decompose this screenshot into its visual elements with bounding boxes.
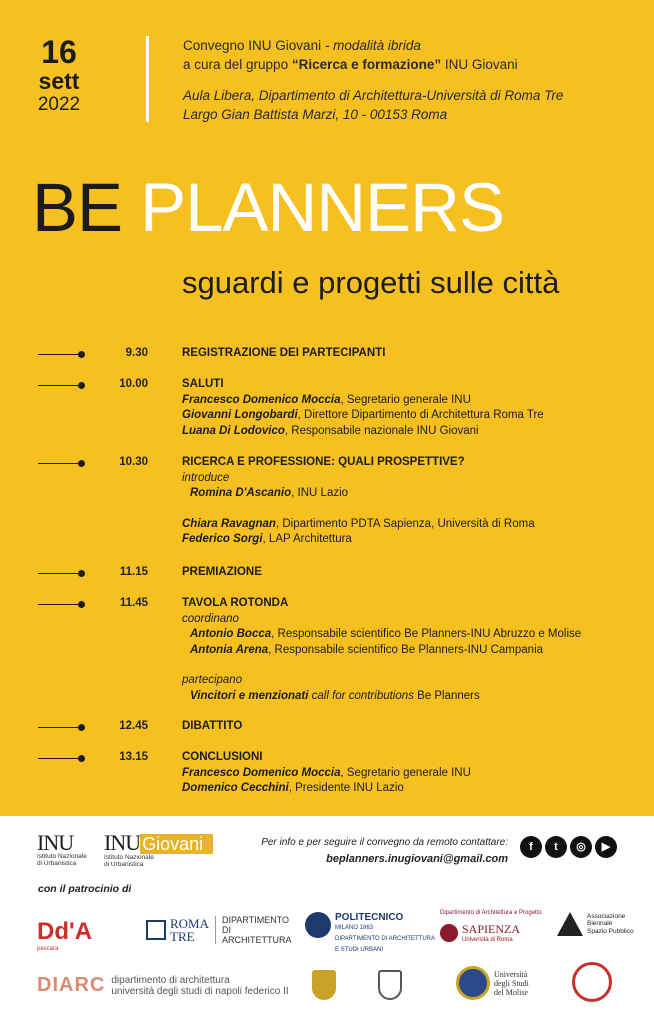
speaker: Federico Sorgi, LAP Architettura — [182, 533, 352, 545]
venue-line1: Aula Libera, Dipartimento di Architettura-Università di Roma Tre — [183, 88, 564, 103]
roma-tre-mark-icon — [146, 920, 166, 940]
program-time: 9.30 — [125, 347, 148, 359]
title-be: BE — [32, 169, 123, 246]
program-item — [0, 565, 654, 596]
program-item — [0, 455, 654, 565]
contact-text: Per info e per seguire il convegno da remoto contattare: — [261, 837, 508, 848]
header-line1: Convegno INU Giovani - modalità ibrida — [183, 38, 421, 53]
bullet-dot-icon — [78, 755, 85, 762]
bullet-dot-icon — [78, 460, 85, 467]
date-year: 2022 — [37, 94, 81, 115]
program-title: REGISTRAZIONE DEI PARTECIPANTI — [182, 347, 386, 359]
program-title: RICERCA E PROFESSIONE: QUALI PROSPETTIVE? — [182, 456, 465, 468]
sapienza-logo: Dipartimento di Architettura e Progetto SAPIENZA Università di Roma — [440, 910, 542, 943]
bullet-dot-icon — [78, 382, 85, 389]
bullet-dot-icon — [78, 570, 85, 577]
program-title: PREMIAZIONE — [182, 566, 262, 578]
contact-info — [261, 834, 508, 868]
contact-email[interactable]: beplanners.inugiovani@gmail.com — [326, 853, 508, 865]
speaker: Antonia Arena, Responsabile scientifico Be Planners-INU Campania — [190, 643, 544, 656]
program-item — [0, 719, 654, 750]
bullet-dot-icon — [78, 351, 85, 358]
inu-giovani-logo: INU Giovani Istituto Nazionale di Urbanistica — [104, 833, 213, 868]
sapienza-seal-icon — [440, 924, 458, 942]
politecnico-milano-logo: POLITECNICO MILANO 1863 DIPARTIMENTO DI ARCHITETTURA E STUDI URBANI — [305, 912, 435, 956]
program-role: introduce — [182, 471, 230, 484]
title-planners: PLANNERS — [140, 169, 504, 246]
date-month: sett — [38, 68, 80, 94]
subtitle: sguardi e progetti sulle città — [182, 265, 560, 300]
speaker: Francesco Domenico Moccia, Segretario generale INU — [182, 393, 471, 406]
venue-line2: Largo Gian Battista Marzi, 10 - 00153 Roma — [183, 107, 448, 122]
program-title: DIBATTITO — [182, 720, 243, 732]
program-time: 10.00 — [119, 378, 148, 390]
date-day: 16 — [41, 34, 77, 70]
program — [0, 346, 654, 800]
header-line2: a cura del gruppo “Ricerca e formazione” INU Giovani — [183, 57, 518, 72]
header-info — [183, 36, 563, 124]
twitter-icon[interactable]: t — [545, 836, 567, 858]
politecnico-seal-icon — [305, 912, 331, 938]
bullet-dot-icon — [78, 724, 85, 731]
program-item — [0, 377, 654, 455]
program-time: 12.45 — [119, 720, 148, 732]
speaker: Vincitori e menzionati call for contributions Be Planners — [190, 689, 480, 702]
dda-pescara-logo: Dd'A pescara — [37, 918, 93, 952]
program-time: 13.15 — [119, 751, 148, 763]
archeoclub-seal-icon — [572, 962, 612, 1002]
program-title: SALUTI — [182, 378, 224, 390]
program-role: coordinano — [182, 612, 239, 625]
youtube-icon[interactable]: ▶ — [595, 836, 617, 858]
program-title: TAVOLA ROTONDA — [182, 597, 289, 609]
molise-logo: Università degli Studi del Molise — [494, 970, 529, 997]
program-item — [0, 596, 654, 719]
speaker: Chiara Ravagnan, Dipartimento PDTA Sapienza, Università di Roma — [182, 517, 535, 530]
program-title: CONCLUSIONI — [182, 751, 263, 763]
speaker: Romina D'Ascanio, INU Lazio — [190, 487, 349, 499]
inu-logo: INU Istituto Nazionale di Urbanistica — [37, 830, 87, 867]
patrocinio-label: con il patrocinio di — [38, 883, 132, 895]
event-date — [30, 36, 88, 116]
social-links — [520, 836, 617, 858]
biennale-spazio-pubblico-logo: Associazione Biennale Spazio Pubblico — [557, 912, 634, 936]
program-time: 11.45 — [119, 597, 148, 609]
instagram-icon[interactable]: ◎ — [570, 836, 592, 858]
program-time: 11.15 — [119, 566, 148, 578]
facebook-icon[interactable]: f — [520, 836, 542, 858]
molise-seal-icon — [456, 966, 490, 1000]
program-item — [0, 750, 654, 800]
dicea-shield-icon — [378, 970, 402, 1000]
bullet-dot-icon — [78, 601, 85, 608]
roma-tre-logo: ROMA TRE DIPARTIMENTO DI ARCHITETTURA — [146, 915, 292, 945]
biennale-mark-icon — [557, 912, 583, 936]
header-divider — [146, 36, 149, 122]
university-aquila-shield-icon — [312, 970, 336, 1000]
program-item — [0, 346, 654, 377]
speaker: Giovanni Longobardi, Direttore Dipartimento di Architettura Roma Tre — [182, 409, 544, 421]
speaker: Antonio Bocca, Responsabile scientifico Be Planners-INU Abruzzo e Molise — [190, 628, 582, 640]
program-role: partecipano — [182, 674, 243, 686]
speaker: Francesco Domenico Moccia, Segretario generale INU — [182, 766, 471, 779]
program-time: 10.30 — [119, 456, 148, 468]
speaker: Domenico Cecchini, Presidente INU Lazio — [182, 782, 404, 794]
diarc-logo: DIARC dipartimento di architettura università degli studi di napoli federico II — [37, 974, 289, 997]
speaker: Luana Di Lodovico, Responsabile nazionale INU Giovani — [182, 424, 479, 437]
main-title — [32, 169, 504, 246]
